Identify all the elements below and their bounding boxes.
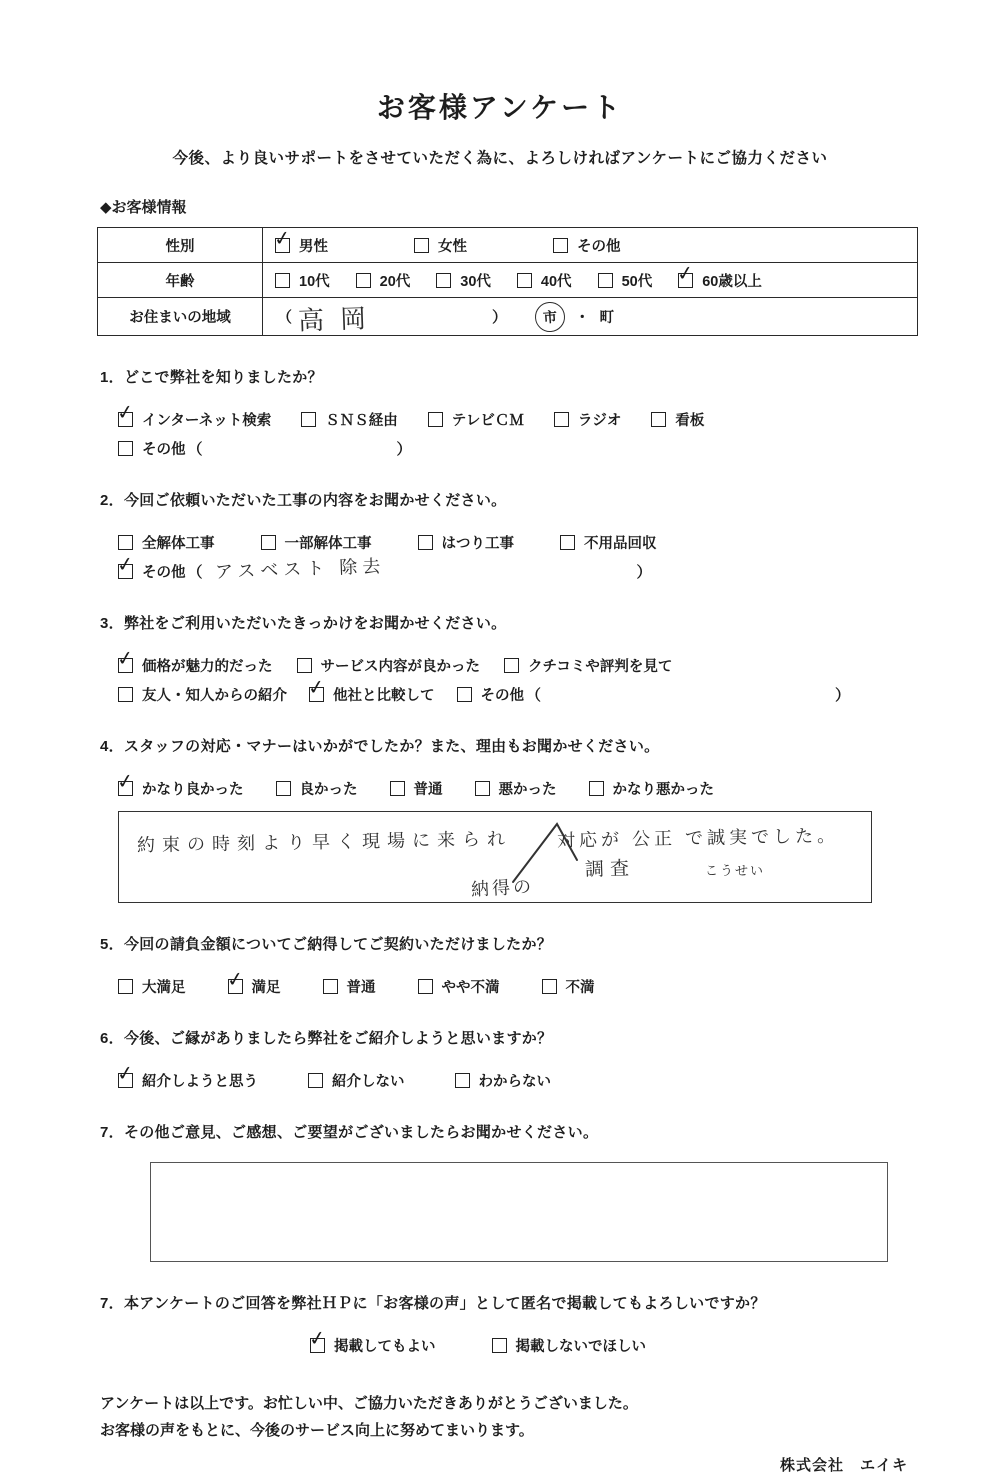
checkbox-label: 10代 [299, 273, 330, 290]
footer-line-1: アンケートは以上です。お忙しい中、ご協力いただきありがとうございました。 [100, 1395, 638, 1412]
row-label-region: お住まいの地域 [98, 298, 263, 336]
checkbox-label: 友人・知人からの紹介 [142, 688, 287, 704]
fill-in-blank[interactable] [205, 555, 635, 582]
checkbox[interactable] [390, 781, 405, 796]
checkbox-label: その他 [480, 688, 524, 704]
page-subtitle: 今後、より良いサポートをさせていただく為に、よろしければアンケートにご協力ください [172, 150, 828, 167]
checkbox-label: やや不満 [441, 980, 500, 996]
checkbox[interactable] [261, 535, 276, 550]
paren-close: ） [835, 687, 851, 704]
handwritten-comment-part2: 対応が 公正 で誠実でした。 [556, 825, 840, 851]
checkbox-label: インターネット検索 [142, 413, 272, 429]
checkbox[interactable] [436, 273, 451, 288]
checkbox[interactable] [297, 658, 312, 673]
question-2-title: 2．今回ご依頼いただいた工事の内容をお聞かせください。 [100, 492, 507, 509]
question-3-options-row1 [115, 646, 912, 676]
checkbox[interactable] [118, 979, 133, 994]
checkbox[interactable] [554, 412, 569, 427]
separator-dot: ・ [575, 310, 590, 326]
checkbox-option[interactable] [118, 438, 414, 459]
checkbox-option[interactable] [492, 1335, 647, 1356]
checkmark-icon: ✓ [307, 1326, 328, 1352]
checkbox-label: その他 [577, 238, 621, 255]
question-5 [100, 933, 912, 997]
checkbox-option[interactable] [428, 409, 524, 430]
checkbox-option[interactable] [306, 675, 435, 705]
checkbox-option[interactable] [418, 976, 500, 997]
checkbox[interactable] [272, 226, 293, 253]
checkmark-icon: ✓ [115, 646, 136, 672]
checkbox-option[interactable] [560, 532, 657, 553]
paren-close: ） [636, 564, 652, 581]
circled-city-option[interactable]: 市 [534, 300, 566, 332]
checkbox[interactable] [553, 238, 568, 253]
checkbox-option[interactable] [115, 769, 244, 799]
checkbox-label: かなり良かった [142, 782, 244, 798]
question-7b-options-row1 [100, 1326, 912, 1356]
checkmark-icon: ✓ [675, 261, 696, 286]
question-7b-title: 7．本アンケートのご回答を弊社ＨＰに「お客様の声」として匿名で掲載してもよろしいですか？ [100, 1295, 766, 1312]
checkbox-option[interactable] [554, 409, 622, 430]
checkbox[interactable] [651, 412, 666, 427]
checkmark-icon: ✓ [115, 769, 136, 795]
checkbox-label: ＳＮＳ経由 [325, 413, 398, 429]
question-6 [100, 1027, 912, 1091]
handwritten-answer: アスベスト 除去 [214, 555, 386, 582]
checkbox-label: 良かった [299, 782, 358, 798]
question-4 [100, 735, 912, 903]
checkbox[interactable] [118, 441, 133, 456]
checkbox-label: 満足 [251, 980, 281, 996]
question-3-options-row2 [118, 675, 912, 705]
question-7-title: 7．その他ご意見、ご感想、ご要望がございましたらお聞かせください。 [100, 1124, 599, 1141]
checkbox[interactable] [560, 535, 575, 550]
question-5-options-row1 [118, 967, 912, 997]
handwritten-insert-word: 調査 [584, 858, 636, 881]
question-7-publication [100, 1292, 912, 1356]
checkbox[interactable] [276, 781, 291, 796]
handwritten-comment-part1: 約束の時刻より早く現場に来られ [136, 828, 513, 856]
paren-open: （ [277, 309, 293, 326]
checkbox-label: 大満足 [142, 980, 186, 996]
checkbox[interactable] [457, 687, 472, 702]
checkbox[interactable] [307, 1326, 328, 1353]
question-6-title: 6．今後、ご縁がありましたら弊社をご紹介しようと思いますか？ [100, 1030, 553, 1047]
checkbox[interactable] [115, 1061, 136, 1088]
gender-options [272, 226, 905, 256]
free-comments-box[interactable] [150, 1162, 888, 1262]
checkbox-option[interactable] [457, 684, 853, 705]
checkbox-option[interactable] [414, 235, 467, 256]
checkbox-label: 一部解体工事 [284, 536, 372, 552]
question-5-title: 5．今回の請負金額についてご納得してご契約いただけましたか？ [100, 936, 553, 953]
checkbox-label: クチコミや評判を見て [528, 659, 673, 675]
fill-in-blank[interactable] [205, 440, 395, 458]
checkbox-label: わからない [478, 1074, 551, 1090]
checkbox-option[interactable] [504, 655, 672, 676]
checkbox-label: 30代 [460, 273, 491, 290]
checkbox-option[interactable] [275, 270, 330, 291]
question-1-options-row2 [118, 438, 912, 459]
checkbox-option[interactable] [356, 270, 411, 291]
checkbox-option[interactable] [651, 409, 704, 430]
question-6-options-row1 [115, 1061, 912, 1091]
checkbox[interactable] [418, 979, 433, 994]
checkbox-option[interactable] [418, 532, 515, 553]
checkbox-label: 紹介しない [332, 1074, 405, 1090]
checkbox-option[interactable] [598, 270, 653, 291]
checkbox-label: 他社と比較して [333, 688, 435, 704]
table-row-region [98, 298, 918, 336]
checkbox-option[interactable] [272, 226, 328, 256]
checkbox-option[interactable] [517, 270, 572, 291]
footer-text [100, 1390, 912, 1444]
checkbox-label: 50代 [621, 273, 653, 290]
checkbox[interactable] [275, 273, 290, 288]
age-options [275, 261, 905, 291]
question-4-comment-box[interactable] [118, 811, 872, 903]
question-1-title: 1．どこで弊社を知りましたか？ [100, 369, 323, 386]
checkbox[interactable] [542, 979, 557, 994]
checkbox[interactable] [598, 273, 613, 288]
footer-line-2: お客様の声をもとに、今後のサービス向上に努めてまいります。 [100, 1422, 534, 1439]
handwritten-insert-phrase: 納得の [470, 876, 535, 900]
checkbox-label: 男性 [299, 238, 328, 255]
checkbox-label: かなり悪かった [612, 782, 714, 798]
paren-close: ） [396, 441, 412, 458]
checkbox[interactable] [428, 412, 443, 427]
checkbox[interactable] [675, 261, 696, 288]
checkbox-label: はつり工事 [441, 536, 514, 552]
handwritten-region-value: 高岡 [297, 302, 383, 336]
checkbox-label: 不満 [565, 980, 595, 996]
checkbox-label: 全解体工事 [142, 536, 215, 552]
question-4-options-row1 [115, 769, 912, 799]
question-3-title: 3．弊社をご利用いただいたきっかけをお聞かせください。 [100, 615, 507, 632]
checkbox-label: 40代 [540, 273, 572, 290]
checkbox[interactable] [115, 646, 136, 673]
company-name: 株式会社 エイキ [779, 1457, 908, 1474]
checkbox[interactable] [225, 967, 245, 994]
checkbox-option[interactable] [436, 270, 491, 291]
checkbox[interactable] [356, 273, 371, 288]
question-2-options-row2 [115, 552, 912, 582]
checkbox[interactable] [306, 675, 327, 702]
checkbox-option[interactable] [118, 976, 186, 997]
checkbox-label: 掲載しないでほしい [515, 1339, 646, 1355]
checkbox-label: その他 [142, 565, 186, 581]
question-7-comments [100, 1121, 912, 1262]
checkbox[interactable] [414, 238, 429, 253]
checkbox-option[interactable] [301, 409, 398, 430]
checkbox[interactable] [118, 687, 133, 702]
checkbox-label: 普通 [346, 980, 376, 996]
checkbox-label: 掲載してもよい [334, 1339, 436, 1355]
checkbox-option[interactable] [115, 400, 272, 430]
town-option[interactable]: 町 [599, 310, 615, 326]
fill-in-blank[interactable] [543, 686, 833, 704]
checkbox[interactable] [492, 1338, 507, 1353]
checkmark-icon: ✓ [115, 400, 136, 426]
checkbox-option[interactable] [118, 532, 215, 553]
question-1 [100, 366, 912, 459]
checkbox[interactable] [517, 273, 532, 288]
checkbox-option[interactable] [675, 261, 762, 291]
checkbox-label: 看板 [675, 413, 705, 429]
checkbox[interactable] [323, 979, 338, 994]
checkbox-option[interactable] [261, 532, 372, 553]
page-title: お客様アンケート [376, 92, 624, 123]
checkbox-label: 普通 [413, 782, 443, 798]
checkbox-option[interactable] [475, 778, 557, 799]
checkbox-option[interactable] [297, 655, 481, 676]
checkbox-label: 価格が魅力的だった [142, 659, 273, 675]
checkbox[interactable] [118, 535, 133, 550]
question-3 [100, 612, 912, 705]
checkmark-icon: ✓ [306, 675, 327, 701]
question-2-options-row1 [118, 532, 912, 553]
checkbox[interactable] [418, 535, 433, 550]
checkbox-label: 60歳以上 [702, 273, 762, 290]
checkbox[interactable] [504, 658, 519, 673]
checkbox-label: ラジオ [577, 413, 622, 429]
checkbox-option[interactable] [118, 684, 287, 705]
checkbox-label: テレビＣＭ [451, 413, 524, 429]
checkbox-option[interactable] [390, 778, 443, 799]
checkmark-icon: ✓ [225, 967, 245, 993]
question-2 [100, 489, 912, 582]
checkbox-option[interactable] [307, 1326, 436, 1356]
row-label-gender: 性別 [98, 228, 263, 263]
checkbox-label: 20代 [379, 273, 411, 290]
checkbox[interactable] [455, 1073, 470, 1088]
checkbox[interactable] [308, 1073, 323, 1088]
checkbox-label: 紹介しようと思う [142, 1074, 258, 1090]
checkbox-option[interactable] [323, 976, 376, 997]
checkbox-label: 女性 [438, 238, 467, 255]
checkbox-option[interactable] [115, 646, 273, 676]
checkbox-label: サービス内容が良かった [320, 659, 480, 675]
paren-open: （ [187, 564, 203, 581]
paren-open: （ [526, 687, 542, 704]
checkbox[interactable] [475, 781, 490, 796]
checkbox-option[interactable] [455, 1070, 552, 1091]
paren-close: ） [492, 309, 508, 326]
checkbox-option[interactable] [115, 552, 654, 582]
checkmark-icon: ✓ [115, 552, 136, 578]
checkbox-option[interactable] [276, 778, 358, 799]
checkbox-label: その他 [142, 442, 186, 458]
checkbox-option[interactable] [115, 1061, 258, 1091]
checkbox[interactable] [115, 400, 136, 427]
region-row [275, 298, 905, 335]
table-row-gender [98, 228, 918, 263]
checkbox-option[interactable] [308, 1070, 405, 1091]
table-row-age [98, 263, 918, 298]
checkbox[interactable] [115, 552, 136, 579]
row-label-age: 年齢 [98, 263, 263, 298]
checkbox-option[interactable] [542, 976, 595, 997]
checkbox-option[interactable] [225, 967, 281, 997]
question-1-options-row1 [115, 400, 912, 430]
checkbox-option[interactable] [553, 235, 621, 256]
checkbox-label: 悪かった [498, 782, 557, 798]
handwritten-reading: こうせい [705, 863, 766, 878]
checkbox-option[interactable] [589, 778, 715, 799]
checkbox[interactable] [301, 412, 316, 427]
question-4-title: 4．スタッフの対応・マナーはいかがでしたか？また、理由もお聞かせください。 [100, 738, 660, 755]
customer-info-table [97, 227, 918, 336]
customer-info-heading: ◆お客様情報 [100, 199, 187, 216]
checkmark-icon: ✓ [272, 226, 293, 251]
checkbox-label: 不用品回収 [584, 536, 657, 552]
checkmark-icon: ✓ [115, 1061, 136, 1087]
checkbox[interactable] [115, 769, 136, 796]
checkbox[interactable] [589, 781, 604, 796]
paren-open: （ [187, 441, 203, 458]
